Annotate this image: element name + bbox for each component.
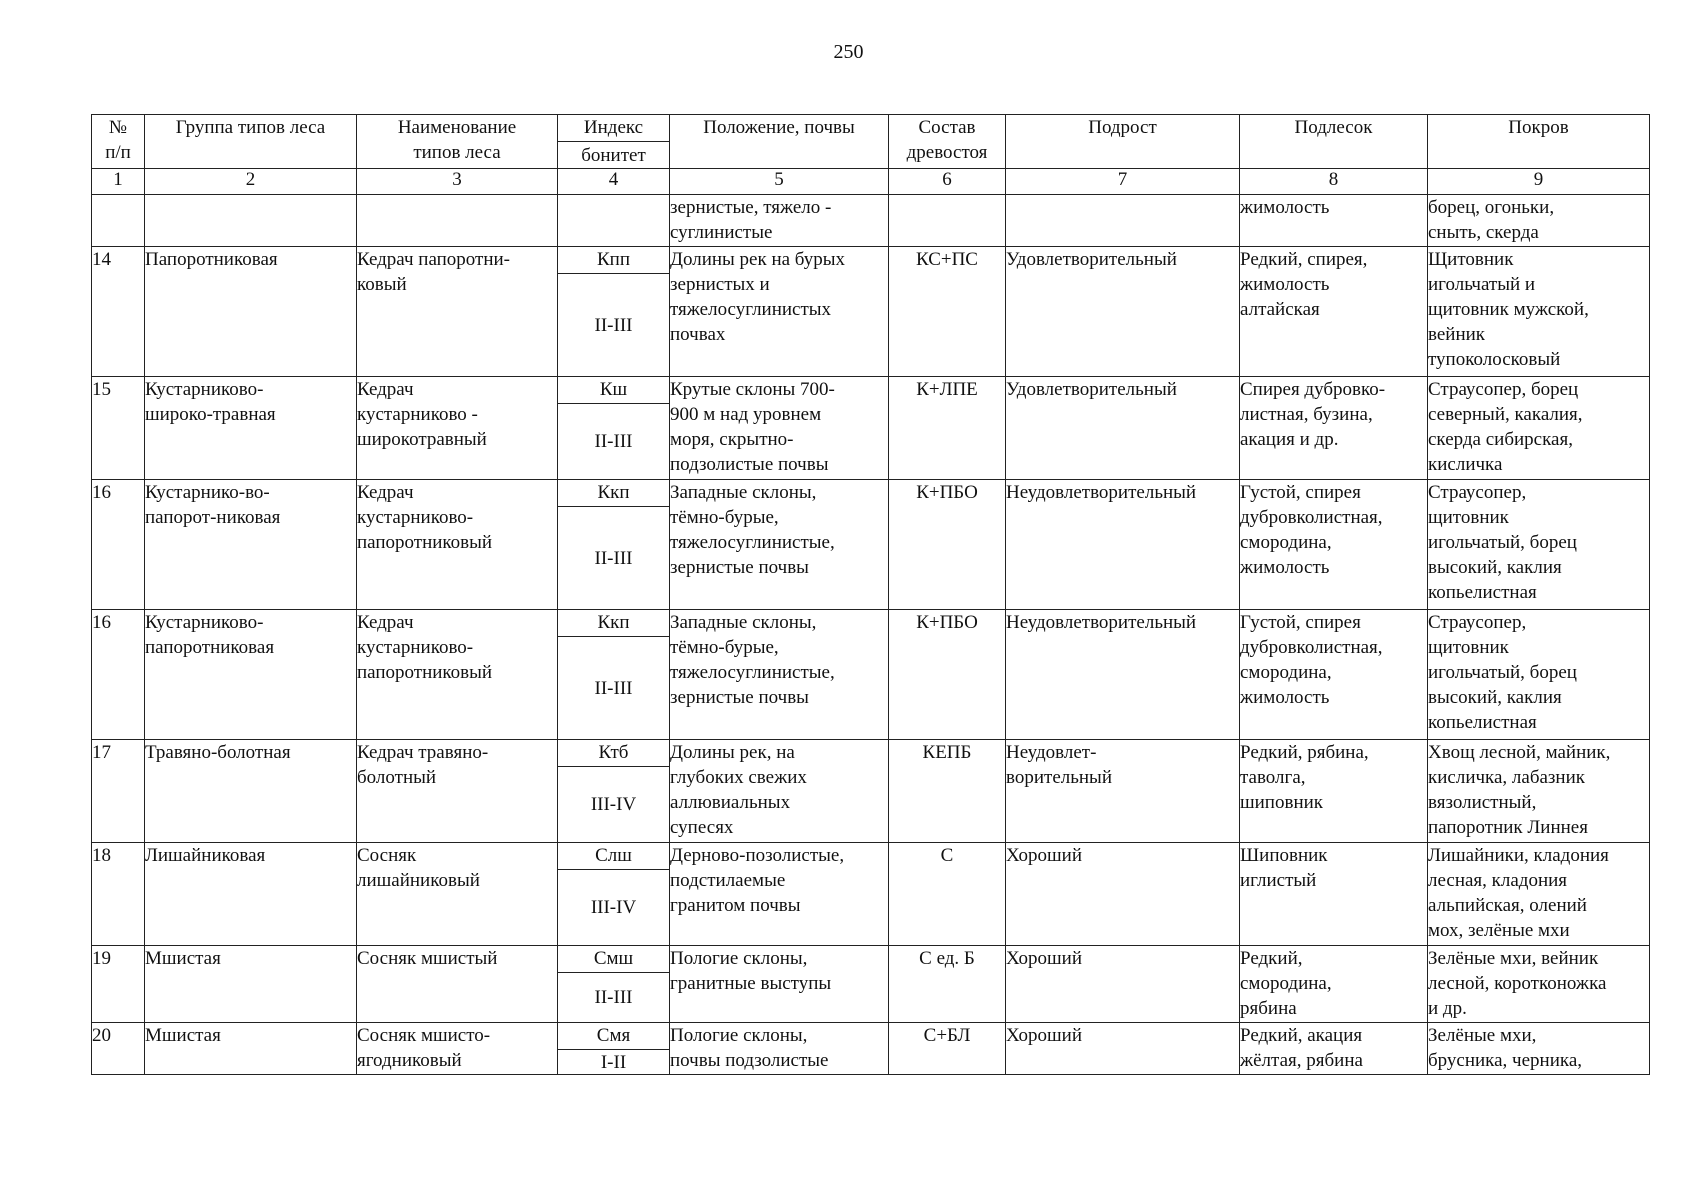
- undergrowth-line: рябина: [1240, 998, 1297, 1019]
- regrowth: [1006, 480, 1240, 610]
- ground-cover-line: северный, какалия,: [1428, 404, 1583, 425]
- site-soils-line: подзолистые почвы: [670, 454, 829, 475]
- index-bonitet-cell: [558, 247, 670, 377]
- undergrowth: [1240, 195, 1428, 247]
- bonitet-class: I-II: [600, 1052, 627, 1073]
- regrowth-line: ворительный: [1006, 767, 1112, 788]
- stand-composition: КЕПБ: [889, 740, 1006, 843]
- undergrowth-line: жимолость: [1240, 274, 1330, 295]
- undergrowth-line: таволга,: [1240, 767, 1306, 788]
- ground-cover-line: кисличка: [1428, 454, 1503, 475]
- ground-cover-line: лесная, кладония: [1428, 870, 1568, 891]
- ground-cover: [1428, 740, 1650, 843]
- ground-cover: [1428, 247, 1650, 377]
- site-soils-line: зернистые почвы: [670, 557, 809, 578]
- undergrowth: [1240, 1023, 1428, 1075]
- forest-type-name-line: Кедрач папоротни-: [357, 249, 511, 270]
- undergrowth: [1240, 843, 1428, 946]
- column-number: 1: [92, 169, 145, 195]
- ground-cover-line: Страусопер,: [1428, 482, 1527, 503]
- undergrowth: [1240, 610, 1428, 740]
- header-row: [92, 115, 1650, 169]
- ground-cover-line: игольчатый, борец: [1428, 662, 1577, 683]
- undergrowth: [1240, 480, 1428, 610]
- site-soils-line: зернистые почвы: [670, 687, 809, 708]
- forest-group: Мшистая: [145, 1023, 357, 1075]
- forest-group: Мшистая: [145, 946, 357, 1023]
- site-soils-line: Долины рек на бурых: [670, 249, 846, 270]
- header-undergrowth: Подлесок: [1240, 115, 1428, 169]
- forest-type-index: Смя: [558, 1023, 669, 1050]
- forest-group: Кустарниково- папоротниковая: [145, 610, 357, 740]
- undergrowth: [1240, 740, 1428, 843]
- site-soils-line: Западные склоны,: [670, 482, 817, 503]
- site-soils: [670, 843, 889, 946]
- column-number: 4: [558, 169, 670, 195]
- ground-cover-line: альпийская, олений: [1428, 895, 1587, 916]
- column-number: 8: [1240, 169, 1428, 195]
- ground-cover-line: игольчатый и: [1428, 274, 1536, 295]
- undergrowth-line: жимолость: [1240, 197, 1330, 218]
- undergrowth-line: алтайская: [1240, 299, 1320, 320]
- ground-cover-line: копьелистная: [1428, 712, 1537, 733]
- table-row: [92, 610, 1650, 740]
- site-soils-line: почвы подзолистые: [670, 1050, 829, 1071]
- bonitet-class: III-IV: [590, 794, 637, 815]
- undergrowth-line: дубровколистная,: [1240, 637, 1383, 658]
- regrowth-line: Хороший: [1006, 845, 1082, 866]
- ground-cover-line: Лишайники, кладония: [1428, 845, 1609, 866]
- bonitet-class: II-III: [594, 314, 633, 336]
- forest-type-index: Смш: [558, 946, 669, 973]
- forest-type-name-line: широкотравный: [357, 429, 487, 450]
- undergrowth-line: смородина,: [1240, 532, 1332, 553]
- undergrowth-line: жимолость: [1240, 557, 1330, 578]
- forest-group: Лишайниковая: [145, 843, 357, 946]
- site-soils-line: Долины рек, на: [670, 742, 795, 763]
- forest-type-name-line: кустарниково-: [357, 637, 474, 658]
- table-body: [92, 195, 1650, 1075]
- undergrowth: [1240, 377, 1428, 480]
- bonitet-class: III-IV: [590, 897, 637, 918]
- ground-cover-line: и др.: [1428, 998, 1467, 1019]
- site-soils-line: моря, скрытно-: [670, 429, 794, 450]
- forest-group: Травяно-болотная: [145, 740, 357, 843]
- ground-cover-line: Страусопер,: [1428, 612, 1527, 633]
- index-bonitet-cell: [558, 480, 670, 610]
- header-regrowth: Подрост: [1006, 115, 1240, 169]
- site-soils-line: тяжелосуглинистые,: [670, 662, 835, 683]
- ground-cover-line: папоротник Линнея: [1428, 817, 1588, 838]
- site-soils: [670, 195, 889, 247]
- forest-type-index: Кш: [558, 377, 669, 404]
- undergrowth-line: листная, бузина,: [1240, 404, 1373, 425]
- forest-type-name: [357, 195, 558, 247]
- site-soils-line: почвах: [670, 324, 726, 345]
- forest-group: [145, 195, 357, 247]
- ground-cover-line: копьелистная: [1428, 582, 1537, 603]
- index-bonitet-cell: [558, 843, 670, 946]
- ground-cover: [1428, 843, 1650, 946]
- column-number: 6: [889, 169, 1006, 195]
- undergrowth: [1240, 247, 1428, 377]
- undergrowth-line: Густой, спирея: [1240, 482, 1361, 503]
- forest-type-name-line: Сосняк мшистый: [357, 948, 498, 969]
- site-soils-line: Дерново-позолистые,: [670, 845, 845, 866]
- stand-composition: С+БЛ: [889, 1023, 1006, 1075]
- row-number: 17: [92, 740, 145, 843]
- header-forest-group: Группа типов леса: [145, 115, 357, 169]
- bonitet-class: II-III: [594, 677, 633, 699]
- site-soils-line: Пологие склоны,: [670, 948, 808, 969]
- header-index-bonitet: Индекс бонитет: [558, 115, 670, 169]
- index-bonitet-cell: [558, 740, 670, 843]
- index-bonitet-cell: [558, 946, 670, 1023]
- table-row: [92, 377, 1650, 480]
- stand-composition: К+ЛПЕ: [889, 377, 1006, 480]
- ground-cover-line: щитовник мужской,: [1428, 299, 1589, 320]
- ground-cover-line: Щитовник: [1428, 249, 1514, 270]
- regrowth: [1006, 247, 1240, 377]
- site-soils-line: Западные склоны,: [670, 612, 817, 633]
- site-soils-line: тёмно-бурые,: [670, 637, 779, 658]
- forest-types-table: [91, 114, 1650, 1075]
- forest-type-name-line: Сосняк мшисто-: [357, 1025, 491, 1046]
- table-row: [92, 1023, 1650, 1075]
- stand-composition: С: [889, 843, 1006, 946]
- table-row: [92, 247, 1650, 377]
- forest-type-name-line: Сосняк: [357, 845, 417, 866]
- table-row: [92, 740, 1650, 843]
- column-number-row: [92, 169, 1650, 195]
- forest-type-index: Ккп: [558, 480, 669, 507]
- site-soils-line: тяжелосуглинистых: [670, 299, 832, 320]
- ground-cover: [1428, 1023, 1650, 1075]
- regrowth-line: Неудовлетворительный: [1006, 482, 1197, 503]
- forest-type-name: [357, 247, 558, 377]
- undergrowth-line: Редкий, акация: [1240, 1025, 1363, 1046]
- undergrowth-line: Спирея дубровко-: [1240, 379, 1386, 400]
- row-number: 15: [92, 377, 145, 480]
- undergrowth: [1240, 946, 1428, 1023]
- column-number: 9: [1428, 169, 1650, 195]
- row-number: 16: [92, 610, 145, 740]
- undergrowth-line: иглистый: [1240, 870, 1317, 891]
- regrowth: [1006, 1023, 1240, 1075]
- forest-group: Кустарнико-во- папорот-никовая: [145, 480, 357, 610]
- undergrowth-line: дубровколистная,: [1240, 507, 1383, 528]
- site-soils-line: подстилаемые: [670, 870, 786, 891]
- site-soils: [670, 377, 889, 480]
- ground-cover-line: Зелёные мхи,: [1428, 1025, 1537, 1046]
- row-number: 18: [92, 843, 145, 946]
- table-row: [92, 946, 1650, 1023]
- site-soils-line: тёмно-бурые,: [670, 507, 779, 528]
- forest-type-name-line: ягодниковый: [357, 1050, 462, 1071]
- ground-cover: [1428, 377, 1650, 480]
- site-soils-line: аллювиальных: [670, 792, 791, 813]
- header-forest-type-name: Наименование типов леса: [357, 115, 558, 169]
- ground-cover-line: Страусопер, борец: [1428, 379, 1579, 400]
- site-soils-line: Пологие склоны,: [670, 1025, 808, 1046]
- stand-composition: С ед. Б: [889, 946, 1006, 1023]
- header-ground-cover: Покров: [1428, 115, 1650, 169]
- ground-cover-line: вейник: [1428, 324, 1486, 345]
- forest-group: Папоротниковая: [145, 247, 357, 377]
- site-soils-line: тяжелосуглинистые,: [670, 532, 835, 553]
- ground-cover-line: щитовник: [1428, 507, 1509, 528]
- forest-type-index: Слш: [558, 843, 669, 870]
- regrowth-line: Неудовлетворительный: [1006, 612, 1197, 633]
- table-row: [92, 195, 1650, 247]
- ground-cover: [1428, 610, 1650, 740]
- forest-type-name: [357, 480, 558, 610]
- ground-cover-line: тупоколосковый: [1428, 349, 1561, 370]
- site-soils: [670, 610, 889, 740]
- ground-cover-line: высокий, каклия: [1428, 557, 1562, 578]
- undergrowth-line: Редкий,: [1240, 948, 1303, 969]
- site-soils: [670, 480, 889, 610]
- index-bonitet-cell: [558, 195, 670, 247]
- site-soils-line: супесях: [670, 817, 734, 838]
- row-number: 20: [92, 1023, 145, 1075]
- row-number: 19: [92, 946, 145, 1023]
- undergrowth-line: жёлтая, рябина: [1240, 1050, 1363, 1071]
- site-soils: [670, 946, 889, 1023]
- undergrowth-line: жимолость: [1240, 687, 1330, 708]
- row-number: 14: [92, 247, 145, 377]
- undergrowth-line: смородина,: [1240, 973, 1332, 994]
- undergrowth-line: шиповник: [1240, 792, 1324, 813]
- index-bonitet-cell: [558, 1023, 670, 1075]
- regrowth: [1006, 610, 1240, 740]
- site-soils-line: гранитные выступы: [670, 973, 832, 994]
- forest-type-name: [357, 843, 558, 946]
- column-number: 7: [1006, 169, 1240, 195]
- site-soils-line: зернистых и: [670, 274, 770, 295]
- regrowth-line: Неудовлет-: [1006, 742, 1097, 763]
- regrowth-line: Удовлетворительный: [1006, 249, 1177, 270]
- ground-cover-line: игольчатый, борец: [1428, 532, 1577, 553]
- ground-cover-line: мох, зелёные мхи: [1428, 920, 1570, 941]
- site-soils-line: гранитом почвы: [670, 895, 801, 916]
- regrowth: [1006, 195, 1240, 247]
- column-number: 2: [145, 169, 357, 195]
- ground-cover-line: лесной, коротконожка: [1428, 973, 1607, 994]
- site-soils: [670, 247, 889, 377]
- forest-type-name-line: папоротниковый: [357, 662, 493, 683]
- undergrowth-line: акация и др.: [1240, 429, 1339, 450]
- site-soils-line: зернистые, тяжело -: [670, 197, 832, 218]
- header-site-soils: Положение, почвы: [670, 115, 889, 169]
- header-stand-composition: Состав древостоя: [889, 115, 1006, 169]
- forest-type-name-line: болотный: [357, 767, 437, 788]
- ground-cover-line: кисличка, лабазник: [1428, 767, 1586, 788]
- ground-cover: [1428, 946, 1650, 1023]
- forest-type-name-line: Кедрач: [357, 379, 414, 400]
- forest-type-name: [357, 946, 558, 1023]
- forest-type-name: [357, 610, 558, 740]
- stand-composition: К+ПБО: [889, 480, 1006, 610]
- forest-type-index: Ктб: [558, 740, 669, 767]
- ground-cover-line: высокий, каклия: [1428, 687, 1562, 708]
- row-number: 16: [92, 480, 145, 610]
- undergrowth-line: Шиповник: [1240, 845, 1328, 866]
- forest-group: Кустарниково- широко-травная: [145, 377, 357, 480]
- site-soils-line: глубоких свежих: [670, 767, 807, 788]
- ground-cover: [1428, 195, 1650, 247]
- forest-type-name-line: лишайниковый: [357, 870, 480, 891]
- ground-cover-line: Хвощ лесной, майник,: [1428, 742, 1611, 763]
- forest-type-name-line: папоротниковый: [357, 532, 493, 553]
- column-number: 3: [357, 169, 558, 195]
- stand-composition: [889, 195, 1006, 247]
- forest-type-name: [357, 740, 558, 843]
- site-soils: [670, 1023, 889, 1075]
- bonitet-class: II-III: [594, 987, 633, 1008]
- index-bonitet-cell: [558, 610, 670, 740]
- forest-type-name-line: ковый: [357, 274, 407, 295]
- stand-composition: К+ПБО: [889, 610, 1006, 740]
- ground-cover-line: брусника, черника,: [1428, 1050, 1583, 1071]
- undergrowth-line: Редкий, рябина,: [1240, 742, 1369, 763]
- forest-type-name-line: Кедрач травяно-: [357, 742, 489, 763]
- bonitet-class: II-III: [594, 547, 633, 569]
- undergrowth-line: Густой, спирея: [1240, 612, 1361, 633]
- ground-cover-line: борец, огоньки,: [1428, 197, 1555, 218]
- table-row: [92, 480, 1650, 610]
- regrowth: [1006, 946, 1240, 1023]
- forest-type-name-line: Кедрач: [357, 482, 414, 503]
- row-number: [92, 195, 145, 247]
- site-soils-line: 900 м над уровнем: [670, 404, 822, 425]
- bonitet-class: II-III: [594, 431, 633, 452]
- forest-type-name: [357, 1023, 558, 1075]
- regrowth: [1006, 377, 1240, 480]
- forest-type-index: Ккп: [558, 610, 669, 637]
- ground-cover-line: вязолистный,: [1428, 792, 1537, 813]
- regrowth-line: Удовлетворительный: [1006, 379, 1177, 400]
- ground-cover-line: Зелёные мхи, вейник: [1428, 948, 1599, 969]
- stand-composition: КС+ПС: [889, 247, 1006, 377]
- site-soils-line: суглинистые: [670, 222, 773, 243]
- undergrowth-line: смородина,: [1240, 662, 1332, 683]
- column-number: 5: [670, 169, 889, 195]
- site-soils: [670, 740, 889, 843]
- ground-cover-line: щитовник: [1428, 637, 1509, 658]
- index-bonitet-cell: [558, 377, 670, 480]
- forest-type-name-line: кустарниково -: [357, 404, 478, 425]
- regrowth-line: Хороший: [1006, 1025, 1082, 1046]
- forest-type-name-line: кустарниково-: [357, 507, 474, 528]
- undergrowth-line: Редкий, спирея,: [1240, 249, 1368, 270]
- page-number: 250: [833, 41, 864, 63]
- forest-type-index: Кпп: [558, 247, 669, 274]
- regrowth-line: Хороший: [1006, 948, 1082, 969]
- regrowth: [1006, 740, 1240, 843]
- forest-type-name: [357, 377, 558, 480]
- regrowth: [1006, 843, 1240, 946]
- site-soils-line: Крутые склоны 700-: [670, 379, 835, 400]
- header-number: № п/п: [92, 115, 145, 169]
- table-row: [92, 843, 1650, 946]
- ground-cover-line: сныть, скерда: [1428, 222, 1539, 243]
- forest-type-name-line: Кедрач: [357, 612, 414, 633]
- ground-cover-line: скерда сибирская,: [1428, 429, 1573, 450]
- ground-cover: [1428, 480, 1650, 610]
